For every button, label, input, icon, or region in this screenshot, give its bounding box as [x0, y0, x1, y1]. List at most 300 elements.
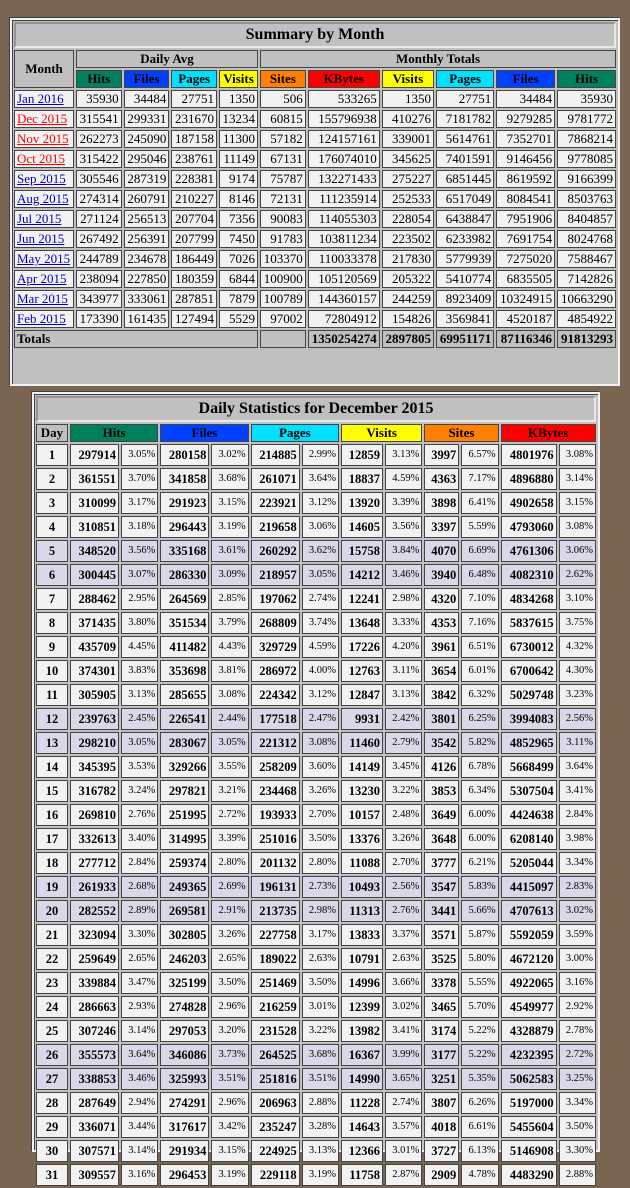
- month-cell: [14, 270, 74, 288]
- table-row: [14, 170, 616, 188]
- percent-cell: 3.15%: [559, 492, 596, 514]
- day-cell: 30: [36, 1140, 68, 1162]
- month-cell: [14, 110, 74, 128]
- percent-cell: 3.21%: [211, 780, 248, 802]
- percent-cell: 6.78%: [461, 756, 498, 778]
- percent-cell: 2.96%: [211, 1092, 248, 1114]
- total-cell: 8084541: [496, 190, 555, 208]
- value-cell: 5146908: [501, 1140, 557, 1162]
- percent-cell: 2.70%: [302, 804, 339, 826]
- percent-cell: 3.02%: [559, 900, 596, 922]
- percent-cell: 3.53%: [121, 756, 158, 778]
- value-cell: 231528: [251, 1020, 300, 1042]
- totals-label: Totals: [14, 330, 258, 348]
- table-row: [36, 972, 596, 994]
- total-cell: 7352701: [496, 130, 555, 148]
- value-cell: 3994083: [501, 708, 557, 730]
- value-cell: 4070: [424, 540, 459, 562]
- day-cell: 9: [36, 636, 68, 658]
- total-cell: 27751: [436, 90, 494, 108]
- total-cell: 124157161: [308, 130, 380, 148]
- avg-cell: 227850: [124, 270, 170, 288]
- daily-col-hits: Hits: [70, 424, 158, 442]
- value-cell: 3898: [424, 492, 459, 514]
- value-cell: 4896880: [501, 468, 557, 490]
- percent-cell: 5.82%: [461, 732, 498, 754]
- table-row: [36, 732, 596, 754]
- percent-cell: 2.44%: [211, 708, 248, 730]
- value-cell: 296453: [160, 1164, 209, 1186]
- percent-cell: 7.10%: [461, 588, 498, 610]
- percent-cell: 3.51%: [302, 1068, 339, 1090]
- day-cell: 6: [36, 564, 68, 586]
- percent-cell: 4.32%: [559, 636, 596, 658]
- total-cell: 3569841: [436, 310, 494, 328]
- value-cell: 10493: [341, 876, 383, 898]
- day-cell: 15: [36, 780, 68, 802]
- total-cell: 7275020: [496, 250, 555, 268]
- month-link[interactable]: Apr 2015: [17, 271, 67, 286]
- percent-cell: 3.59%: [559, 924, 596, 946]
- value-cell: 286330: [160, 564, 209, 586]
- percent-cell: 3.39%: [211, 828, 248, 850]
- total-cell: 91783: [260, 230, 306, 248]
- percent-cell: 3.34%: [559, 1092, 596, 1114]
- percent-cell: 3.13%: [385, 444, 422, 466]
- percent-cell: 3.57%: [385, 1116, 422, 1138]
- table-row: [36, 756, 596, 778]
- avg-cell: 127494: [171, 310, 217, 328]
- percent-cell: 3.75%: [559, 612, 596, 634]
- value-cell: 13230: [341, 780, 383, 802]
- avg-cell: 8146: [219, 190, 258, 208]
- percent-cell: 3.84%: [385, 540, 422, 562]
- percent-cell: 3.25%: [559, 1068, 596, 1090]
- percent-cell: 2.88%: [559, 1164, 596, 1186]
- avg-cell: 244789: [76, 250, 122, 268]
- value-cell: 325993: [160, 1068, 209, 1090]
- table-row: [36, 516, 596, 538]
- value-cell: 297914: [70, 444, 119, 466]
- percent-cell: 3.46%: [385, 564, 422, 586]
- value-cell: 193933: [251, 804, 300, 826]
- month-link[interactable]: Feb 2015: [17, 311, 66, 326]
- day-cell: 22: [36, 948, 68, 970]
- percent-cell: 3.23%: [559, 684, 596, 706]
- table-row: [36, 1092, 596, 1114]
- percent-cell: 2.74%: [385, 1092, 422, 1114]
- percent-cell: 3.10%: [559, 588, 596, 610]
- percent-cell: 3.34%: [559, 852, 596, 874]
- percent-cell: 3.14%: [559, 468, 596, 490]
- avg-cell: 7879: [219, 290, 258, 308]
- total-cell: 60815: [260, 110, 306, 128]
- avg-cell: 11149: [219, 150, 258, 168]
- total-cell: 176074010: [308, 150, 380, 168]
- total-cell: 6438847: [436, 210, 494, 228]
- day-cell: 1: [36, 444, 68, 466]
- percent-cell: 3.08%: [559, 516, 596, 538]
- month-link[interactable]: Mar 2015: [17, 291, 68, 306]
- percent-cell: 2.87%: [385, 1164, 422, 1186]
- day-cell: 2: [36, 468, 68, 490]
- value-cell: 325199: [160, 972, 209, 994]
- value-cell: 269810: [70, 804, 119, 826]
- value-cell: 11460: [341, 732, 383, 754]
- value-cell: 3853: [424, 780, 459, 802]
- percent-cell: 3.08%: [211, 684, 248, 706]
- total-cell: 154826: [382, 310, 434, 328]
- avg-cell: 238094: [76, 270, 122, 288]
- value-cell: 11313: [341, 900, 383, 922]
- percent-cell: 3.06%: [302, 516, 339, 538]
- total-cell: 1350: [382, 90, 434, 108]
- value-cell: 13920: [341, 492, 383, 514]
- day-cell: 19: [36, 876, 68, 898]
- day-cell: 4: [36, 516, 68, 538]
- total-cell: 5410774: [436, 270, 494, 288]
- percent-cell: 2.98%: [302, 900, 339, 922]
- day-cell: 31: [36, 1164, 68, 1186]
- daily-col-visits: Visits: [341, 424, 422, 442]
- percent-cell: 3.05%: [302, 564, 339, 586]
- day-cell: 12: [36, 708, 68, 730]
- percent-cell: 2.96%: [211, 996, 248, 1018]
- table-row: [36, 684, 596, 706]
- tot-col-files: Files: [496, 70, 555, 88]
- month-link[interactable]: Sep 2015: [17, 171, 66, 186]
- percent-cell: 3.47%: [121, 972, 158, 994]
- total-cell: 7181782: [436, 110, 494, 128]
- tot-col-visits: Visits: [382, 70, 434, 88]
- table-row: [36, 636, 596, 658]
- percent-cell: 3.19%: [211, 516, 248, 538]
- month-link[interactable]: Oct 2015: [17, 151, 66, 166]
- month-link[interactable]: Nov 2015: [17, 131, 69, 146]
- day-cell: 17: [36, 828, 68, 850]
- table-row: [14, 130, 616, 148]
- month-link[interactable]: Dec 2015: [17, 111, 68, 126]
- percent-cell: 2.73%: [302, 876, 339, 898]
- percent-cell: 2.83%: [559, 876, 596, 898]
- avg-col-visits: Visits: [219, 70, 258, 88]
- month-cell: [14, 170, 74, 188]
- total-cell: 6851445: [436, 170, 494, 188]
- value-cell: 12366: [341, 1140, 383, 1162]
- percent-cell: 3.50%: [559, 1116, 596, 1138]
- value-cell: 3961: [424, 636, 459, 658]
- value-cell: 288462: [70, 588, 119, 610]
- percent-cell: 2.45%: [121, 708, 158, 730]
- value-cell: 14149: [341, 756, 383, 778]
- value-cell: 14212: [341, 564, 383, 586]
- table-row: [36, 780, 596, 802]
- monthly-totals-header: Monthly Totals: [260, 50, 616, 68]
- percent-cell: 6.51%: [461, 636, 498, 658]
- percent-cell: 3.02%: [385, 996, 422, 1018]
- percent-cell: 4.30%: [559, 660, 596, 682]
- value-cell: 4793060: [501, 516, 557, 538]
- table-row: [36, 444, 596, 466]
- avg-cell: 13234: [219, 110, 258, 128]
- day-cell: 29: [36, 1116, 68, 1138]
- value-cell: 341858: [160, 468, 209, 490]
- percent-cell: 2.95%: [121, 588, 158, 610]
- percent-cell: 3.39%: [385, 492, 422, 514]
- tot-col-pages: Pages: [436, 70, 494, 88]
- summary-table: [12, 20, 618, 350]
- value-cell: 411482: [160, 636, 209, 658]
- value-cell: 2909: [424, 1164, 459, 1186]
- value-cell: 234468: [251, 780, 300, 802]
- percent-cell: 3.17%: [302, 924, 339, 946]
- tot-col-hits: Hits: [557, 70, 616, 88]
- value-cell: 3525: [424, 948, 459, 970]
- value-cell: 339884: [70, 972, 119, 994]
- total-cell: 5614761: [436, 130, 494, 148]
- value-cell: 11088: [341, 852, 383, 874]
- percent-cell: 2.63%: [302, 948, 339, 970]
- table-row: [36, 564, 596, 586]
- value-cell: 274828: [160, 996, 209, 1018]
- total-cell: 205322: [382, 270, 434, 288]
- value-cell: 317617: [160, 1116, 209, 1138]
- value-cell: 4126: [424, 756, 459, 778]
- percent-cell: 6.32%: [461, 684, 498, 706]
- avg-cell: 161435: [124, 310, 170, 328]
- totals-sites-empty: [260, 330, 306, 348]
- percent-cell: 2.72%: [559, 1044, 596, 1066]
- avg-cell: 231670: [171, 110, 217, 128]
- value-cell: 4922065: [501, 972, 557, 994]
- total-cell: 8503763: [557, 190, 616, 208]
- percent-cell: 3.40%: [121, 828, 158, 850]
- table-row: [14, 270, 616, 288]
- day-cell: 26: [36, 1044, 68, 1066]
- percent-cell: 3.28%: [302, 1116, 339, 1138]
- percent-cell: 3.46%: [121, 1068, 158, 1090]
- percent-cell: 2.65%: [211, 948, 248, 970]
- value-cell: 286663: [70, 996, 119, 1018]
- value-cell: 3571: [424, 924, 459, 946]
- total-cell: 339001: [382, 130, 434, 148]
- value-cell: 10157: [341, 804, 383, 826]
- percent-cell: 6.21%: [461, 852, 498, 874]
- percent-cell: 2.63%: [385, 948, 422, 970]
- month-cell: [14, 290, 74, 308]
- table-row: [14, 310, 616, 328]
- avg-cell: 287851: [171, 290, 217, 308]
- percent-cell: 2.94%: [121, 1092, 158, 1114]
- value-cell: 4902658: [501, 492, 557, 514]
- percent-cell: 7.17%: [461, 468, 498, 490]
- day-cell: 7: [36, 588, 68, 610]
- avg-cell: 315422: [76, 150, 122, 168]
- percent-cell: 3.24%: [121, 780, 158, 802]
- total-cell: 110033378: [308, 250, 380, 268]
- day-cell: 8: [36, 612, 68, 634]
- percent-cell: 3.41%: [559, 780, 596, 802]
- day-cell: 3: [36, 492, 68, 514]
- percent-cell: 6.69%: [461, 540, 498, 562]
- percent-cell: 2.72%: [211, 804, 248, 826]
- percent-cell: 5.22%: [461, 1044, 498, 1066]
- percent-cell: 3.33%: [385, 612, 422, 634]
- total-cell: 223502: [382, 230, 434, 248]
- value-cell: 3649: [424, 804, 459, 826]
- percent-cell: 2.74%: [302, 588, 339, 610]
- value-cell: 287649: [70, 1092, 119, 1114]
- month-link[interactable]: Aug 2015: [17, 191, 69, 206]
- total-cell: 103370: [260, 250, 306, 268]
- value-cell: 5197000: [501, 1092, 557, 1114]
- value-cell: 3997: [424, 444, 459, 466]
- value-cell: 346086: [160, 1044, 209, 1066]
- percent-cell: 3.01%: [385, 1140, 422, 1162]
- percent-cell: 7.16%: [461, 612, 498, 634]
- percent-cell: 3.15%: [211, 1140, 248, 1162]
- percent-cell: 3.19%: [211, 1164, 248, 1186]
- daily-panel: [32, 392, 600, 1182]
- value-cell: 4320: [424, 588, 459, 610]
- value-cell: 259649: [70, 948, 119, 970]
- percent-cell: 3.15%: [211, 492, 248, 514]
- table-row: [36, 948, 596, 970]
- percent-cell: 6.01%: [461, 660, 498, 682]
- percent-cell: 3.73%: [211, 1044, 248, 1066]
- value-cell: 6208140: [501, 828, 557, 850]
- percent-cell: 5.80%: [461, 948, 498, 970]
- value-cell: 4232395: [501, 1044, 557, 1066]
- total-cell: 228054: [382, 210, 434, 228]
- total-cell: 8923409: [436, 290, 494, 308]
- value-cell: 300445: [70, 564, 119, 586]
- percent-cell: 6.00%: [461, 828, 498, 850]
- value-cell: 251995: [160, 804, 209, 826]
- percent-cell: 2.91%: [211, 900, 248, 922]
- percent-cell: 3.26%: [385, 828, 422, 850]
- total-cell: 90083: [260, 210, 306, 228]
- value-cell: 282552: [70, 900, 119, 922]
- percent-cell: 6.34%: [461, 780, 498, 802]
- value-cell: 214885: [251, 444, 300, 466]
- percent-cell: 4.00%: [302, 660, 339, 682]
- percent-cell: 3.01%: [302, 996, 339, 1018]
- month-cell: [14, 190, 74, 208]
- value-cell: 13982: [341, 1020, 383, 1042]
- table-row: [14, 90, 616, 108]
- avg-cell: 6844: [219, 270, 258, 288]
- value-cell: 11228: [341, 1092, 383, 1114]
- value-cell: 298210: [70, 732, 119, 754]
- value-cell: 291934: [160, 1140, 209, 1162]
- value-cell: 297821: [160, 780, 209, 802]
- value-cell: 12859: [341, 444, 383, 466]
- value-cell: 264525: [251, 1044, 300, 1066]
- totals-kbytes: 1350254274: [308, 330, 380, 348]
- value-cell: 261933: [70, 876, 119, 898]
- percent-cell: 3.11%: [559, 732, 596, 754]
- total-cell: 57182: [260, 130, 306, 148]
- daily-table: [34, 394, 598, 1188]
- percent-cell: 2.70%: [385, 852, 422, 874]
- percent-cell: 2.76%: [121, 804, 158, 826]
- value-cell: 239763: [70, 708, 119, 730]
- value-cell: 280158: [160, 444, 209, 466]
- table-row: [36, 924, 596, 946]
- avg-cell: 262273: [76, 130, 122, 148]
- month-link[interactable]: Jul 2015: [17, 211, 62, 226]
- summary-title: Summary by Month: [14, 22, 616, 48]
- total-cell: 8404857: [557, 210, 616, 228]
- table-row: [36, 1068, 596, 1090]
- value-cell: 216259: [251, 996, 300, 1018]
- value-cell: 329266: [160, 756, 209, 778]
- avg-cell: 267492: [76, 230, 122, 248]
- percent-cell: 3.74%: [302, 612, 339, 634]
- value-cell: 235247: [251, 1116, 300, 1138]
- month-link[interactable]: May 2015: [17, 251, 71, 266]
- total-cell: 111235914: [308, 190, 380, 208]
- total-cell: 72131: [260, 190, 306, 208]
- total-cell: 9781772: [557, 110, 616, 128]
- value-cell: 3397: [424, 516, 459, 538]
- avg-cell: 27751: [171, 90, 217, 108]
- total-cell: 34484: [496, 90, 555, 108]
- day-cell: 23: [36, 972, 68, 994]
- percent-cell: 4.20%: [385, 636, 422, 658]
- value-cell: 6730012: [501, 636, 557, 658]
- value-cell: 283067: [160, 732, 209, 754]
- percent-cell: 2.48%: [385, 804, 422, 826]
- value-cell: 4834268: [501, 588, 557, 610]
- value-cell: 15758: [341, 540, 383, 562]
- total-cell: 10663290: [557, 290, 616, 308]
- table-row: [36, 828, 596, 850]
- avg-cell: 287319: [124, 170, 170, 188]
- avg-cell: 295046: [124, 150, 170, 168]
- value-cell: 277712: [70, 852, 119, 874]
- value-cell: 14643: [341, 1116, 383, 1138]
- total-cell: 9146456: [496, 150, 555, 168]
- total-cell: 7691754: [496, 230, 555, 248]
- percent-cell: 3.12%: [302, 492, 339, 514]
- value-cell: 189022: [251, 948, 300, 970]
- percent-cell: 3.65%: [385, 1068, 422, 1090]
- value-cell: 258209: [251, 756, 300, 778]
- value-cell: 224925: [251, 1140, 300, 1162]
- value-cell: 227758: [251, 924, 300, 946]
- month-cell: [14, 310, 74, 328]
- month-link[interactable]: Jun 2015: [17, 231, 65, 246]
- daily-col-files: Files: [160, 424, 248, 442]
- table-row: [14, 230, 616, 248]
- summary-panel: [10, 18, 620, 386]
- tot-col-kbytes: KBytes: [308, 70, 380, 88]
- month-link[interactable]: Jan 2016: [17, 91, 64, 106]
- day-cell: 18: [36, 852, 68, 874]
- value-cell: 11758: [341, 1164, 383, 1186]
- total-cell: 345625: [382, 150, 434, 168]
- total-cell: 6835505: [496, 270, 555, 288]
- total-cell: 5779939: [436, 250, 494, 268]
- value-cell: 309557: [70, 1164, 119, 1186]
- value-cell: 5592059: [501, 924, 557, 946]
- value-cell: 201132: [251, 852, 300, 874]
- percent-cell: 3.26%: [302, 780, 339, 802]
- percent-cell: 2.76%: [385, 900, 422, 922]
- avg-cell: 186449: [171, 250, 217, 268]
